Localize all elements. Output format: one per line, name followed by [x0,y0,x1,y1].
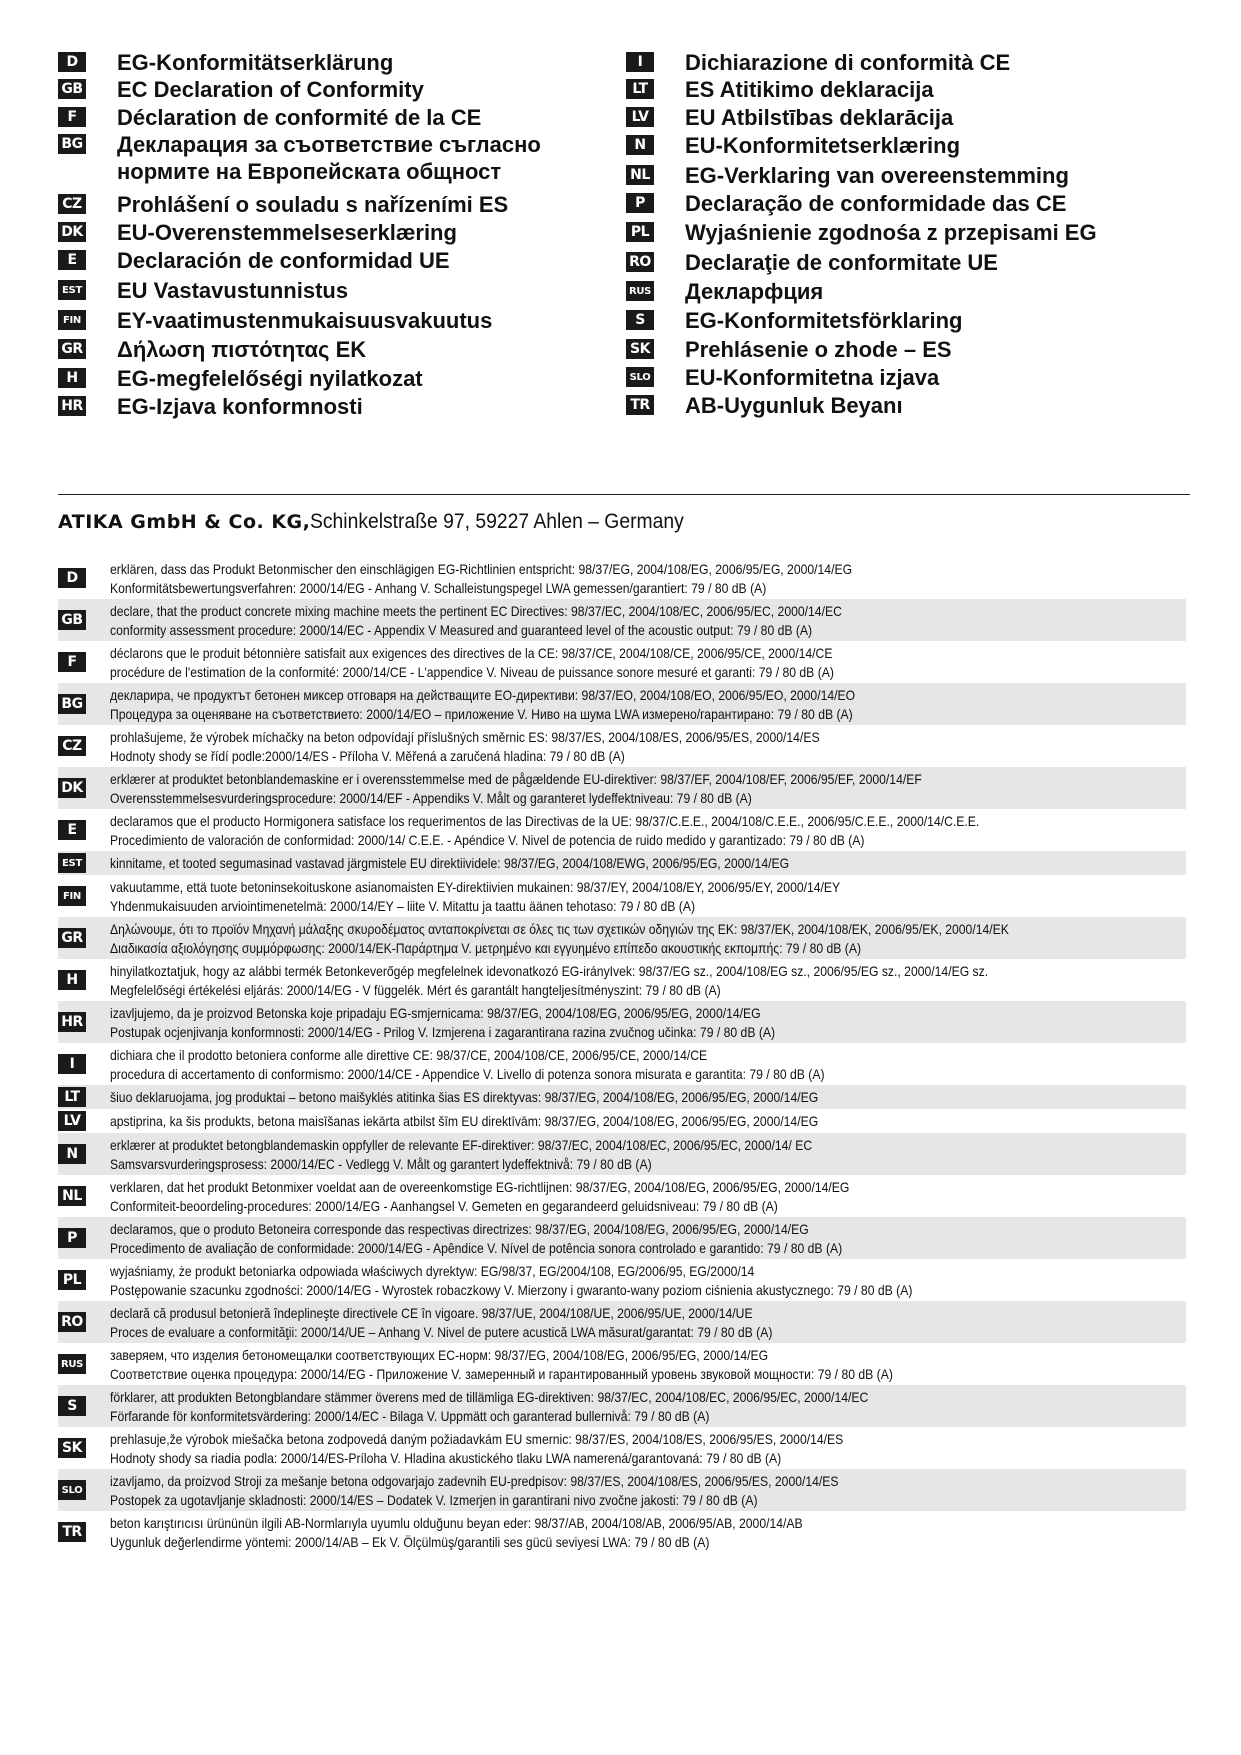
country-code-badge: HR [58,1012,86,1032]
title-row-fin [58,310,618,334]
declaration-row-n [58,1133,1186,1175]
declaration-line: förklarer, att produkten Betongblandare stämmer överens med de tillämliga EG-direktiven: 98/37/EC, 2004/108/EC, 2006/95/EC, 2000/14/EC [110,1389,869,1405]
declaration-row-cz [58,725,1186,767]
country-code-badge: E [58,250,86,270]
declaration-line: kinnitame, et tooted segumasinad vastavad järgmistele EU direktiividele: 98/37/EG, 2004/108/EWG, 2006/95/EG, 2000/14/EG [110,855,790,871]
declaration-line: erklærer at produktet betongblandemaskin oppfyller de relevante EF-direktiver: 98/37/EC, 2004/108/EC, 2006/95/EC, 2000/14/ EC [110,1137,813,1153]
company-name: ATIKA GmbH & Co. KG, [58,511,311,533]
declaration-text [110,1385,1180,1427]
title-label: Declaração de conformidade das CE [685,191,1067,216]
declaration-text [110,725,1180,767]
declaration-line: Διαδικασία αξιολόγησης συμμόρφωσης: 2000/14/ΕΚ-Παράρτημα V. μετρημένο και εγγυημένο επίπεδο ακουστικής εκπομπής: 79 / 80 dB (A) [110,940,862,956]
declaration-line: Процедура за оценяване на съответствието: 2000/14/ЕО – приложение V. Ниво на шума LWA измерено/гарантирано: 79 / 80 dB (A) [110,706,853,722]
country-code-badge: LV [58,1111,86,1131]
country-code-badge: NL [626,165,654,185]
declaration-row-bg [58,683,1186,725]
declaration-line: Proces de evaluare a conformităţii: 2000/14/UE – Anhang V. Nivel de putere acustică LWA măsurat/garantat: 79 / 80 dB (A) [110,1324,773,1340]
title-row-nl [626,165,1186,189]
title-row-gr [58,339,618,363]
declaration-line: izavljamo, da proizvod Stroji za mešanje betona odgovarjajo zadevnih EU-predpisov: 98/37/ES, 2004/108/ES, 2006/95/ES, 2000/14/ES [110,1473,839,1489]
declaration-line: dichiara che il prodotto betoniera conforme alle direttive CE: 98/37/CE, 2004/108/CE, 2006/95/CE, 2000/14/CE [110,1047,708,1063]
title-label: EU-Konformitetna izjava [685,365,940,390]
declaration-text [110,641,1180,683]
declaration-row-dk [58,767,1186,809]
country-code-badge: N [626,135,654,155]
declaration-row-f [58,641,1186,683]
country-code-badge: FIN [58,310,86,330]
title-label: ES Atitikimo deklaracija [685,77,934,102]
declaration-row-p [58,1217,1186,1259]
country-code-badge: D [58,568,86,588]
declaration-line: Procedimento de avaliação de conformidade: 2000/14/EG - Apêndice V. Nível de potência sonora controlado e garantido: 79 / 80 dB (A) [110,1240,843,1256]
declaration-text [110,1469,1180,1511]
company-address: Schinkelstraße 97, 59227 Ahlen – Germany [310,510,685,533]
country-code-badge: SK [626,339,654,359]
declaration-row-e [58,809,1186,851]
title-row-d [58,52,618,76]
declaration-line: izavljujemo, da je proizvod Betonska koje pripadaju EG-smjernicama: 98/37/EG, 2004/108/EG, 2006/95/EG, 2000/14/EG [110,1005,761,1021]
title-label: Declaración de conformidad UE [117,248,450,273]
title-row-dk [58,222,618,246]
declaration-text [110,1259,1180,1301]
declaration-line: Postępowanie szacunku zgodności: 2000/14/EG - Wyrostek robaczkowy V. Mierzony i gwaranto-wany poziom ciśnienia akustycznego: 79 / 80 dB (A) [110,1282,913,1298]
country-code-badge: H [58,368,86,388]
declaration-row-tr [58,1511,1186,1553]
declaration-text [110,1511,1180,1553]
declaration-text [110,959,1180,1001]
title-row-s [626,310,1186,334]
declaration-row-gr [58,917,1186,959]
title-label: Prehlásenie o zhode – ES [685,337,952,362]
declaration-row-rus [58,1343,1186,1385]
declaration-row-pl [58,1259,1186,1301]
declaration-line: заверяем, что изделия бетономещалки соответствующих ЕС-норм: 98/37/EG, 2004/108/EG, 2006/95/EG, 2000/14/EG [110,1347,769,1363]
country-code-badge: D [58,52,86,72]
title-row-est [58,280,618,304]
declaration-line: vakuutamme, että tuote betoninsekoituskone asianomaisten EY-direktiivien mukainen: 98/37/EY, 2004/108/EY, 2006/95/EY, 2000/14/EY [110,879,841,895]
country-code-badge: P [626,193,654,213]
title-row-h [58,368,618,392]
title-label: Déclaration de conformité de la CE [117,105,482,130]
declaration-line: Conformiteit-beoordeling-procedures: 2000/14/EG - Aanhangsel V. Gemeten en gegarandeerd geluidsniveau: 79 / 80 dB (A) [110,1198,778,1214]
title-label: EU-Overenstemmelseserklæring [117,220,457,245]
country-code-badge: NL [58,1186,86,1206]
declaration-row-h [58,959,1186,1001]
title-label: EG-Verklaring van overeenstemming [685,163,1069,188]
declaration-list [58,557,1186,1553]
title-label: Prohlášení o souladu s nařízeními ES [117,192,509,217]
declaration-line: Procedimiento de valoración de conformidad: 2000/14/ C.E.E. - Apéndice V. Nivel de potencia de ruido medido y garantizado: 79 / 80 dB (A) [110,832,865,848]
country-code-badge: PL [58,1270,86,1290]
title-grid [58,52,1198,482]
country-code-badge: P [58,1228,86,1248]
title-label: EG-Konformitätserklärung [117,50,394,75]
title-label: EG-Izjava konformnosti [117,394,363,419]
declaration-line: Samsvarsvurderingsprosess: 2000/14/EC - Vedlegg V. Målt og garantert lydeffektnivå: 79 / 80 dB (A) [110,1156,652,1172]
declaration-line: Hodnoty shody se řídí podle:2000/14/ES - Příloha V. Měřená a zaručená hladina: 79 / 80 dB (A) [110,748,625,764]
declaration-text [110,917,1180,959]
country-code-badge: RO [58,1312,86,1332]
country-code-badge: EST [58,280,86,300]
title-label: EC Declaration of Conformity [117,77,424,102]
declaration-line: declaramos que el producto Hormigonera satisface los requerimentos de las Directivas de la UE: 98/37/C.E.E., 2004/108/C.E.E., 2006/95/C.E.E., 2000/14/C.E.E. [110,813,980,829]
declaration-line: déclarons que le produit bétonnière satisfait aux exigences des directives de la CE: 98/37/CE, 2004/108/CE, 2006/95/CE, 2000/14/CE [110,645,833,661]
declaration-text [110,1217,1180,1259]
title-label: Δήλωση πιστότητας ΕΚ [117,337,367,362]
title-row-p [626,193,1186,217]
declaration-line: Uygunluk değerlendirme yöntemi: 2000/14/AB – Ek V. Ölçülmüş/garantili ses gücü seviyesi LWA: 79 / 80 dB (A) [110,1534,710,1550]
title-row-lt [626,79,1186,103]
country-code-badge: SLO [58,1480,86,1500]
title-label: EY-vaatimustenmukaisuusvakuutus [117,308,493,333]
declaration-line: Förfarande för konformitetsvärdering: 2000/14/EC - Bilaga V. Uppmätt och garanterad bullernivå: 79 / 80 dB (A) [110,1408,710,1424]
title-row-hr [58,396,618,420]
title-label: Декларация за съответствие съгласно нормите на Европейската общност [117,132,541,184]
country-code-badge: E [58,820,86,840]
country-code-badge: SLO [626,367,654,387]
declaration-text [110,809,1180,851]
declaration-line: procedura di accertamento di conformismo: 2000/14/CE - Appendice V. Livello di potenza sonora misurata e garantita: 79 / 80 dB (A) [110,1066,825,1082]
country-code-badge: GR [58,928,86,948]
country-code-badge: CZ [58,194,86,214]
country-code-badge: EST [58,853,86,873]
declaration-text [110,1133,1180,1175]
declaration-text [110,1043,1180,1085]
country-code-badge: CZ [58,736,86,756]
declaration-line: prohlašujeme, že výrobek míchačky na beton odpovídají příslušných směrnic ES: 98/37/ES, 2004/108/ES, 2006/95/ES, 2000/14/ES [110,729,820,745]
title-label: EG-megfelelőségi nyilatkozat [117,366,423,391]
declaration-line: Postopek za ugotavljanje skladnosti: 2000/14/ES – Dodatek V. Izmerjen in garantirani nivo zvočne jakosti: 79 / 80 dB (A) [110,1492,758,1508]
country-code-badge: RUS [58,1354,86,1374]
declaration-row-hr [58,1001,1186,1043]
title-label: EU Vastavustunnistus [117,278,349,303]
country-code-badge: LT [58,1087,86,1107]
title-label: Declaraţie de conformitate UE [685,250,998,275]
country-code-badge: LV [626,107,654,127]
declaration-line: verklaren, dat het produkt Betonmixer voeldat aan de overeenkomstige EG-richtlijnen: 98/37/EG, 2004/108/EG, 2006/95/EG, 2000/14/EG [110,1179,850,1195]
country-code-badge: GB [58,79,86,99]
title-row-tr [626,395,1186,419]
declaration-row-est [58,851,1186,875]
declaration-line: wyjaśniamy, że produkt betoniarka odpowiada właściwych dyrektyw: EG/98/37, EG/2004/108, EG/2006/95, EG/2000/14 [110,1263,755,1279]
title-row-bg [58,134,618,185]
declaration-text [110,1301,1180,1343]
title-row-cz [58,194,618,218]
country-code-badge: TR [58,1522,86,1542]
country-code-badge: N [58,1144,86,1164]
country-code-badge: S [626,310,654,330]
declaration-line: Yhdenmukaisuuden arviointimenetelmä: 2000/14/EY – liite V. Mitattu ja taattu äänen tehotaso: 79 / 80 dB (A) [110,898,696,914]
declaration-row-fin [58,875,1186,917]
country-code-badge: DK [58,222,86,242]
country-code-badge: BG [58,694,86,714]
declaration-line: apstiprina, ka šis produkts, betona maisīšanas iekārta atbilst šīm EU direktīvām: 98/37/EG, 2004/108/EG, 2006/95/EG, 2000/14/EG [110,1113,819,1129]
country-code-badge: FIN [58,886,86,906]
country-code-badge: RUS [626,281,654,301]
declaration-text [110,683,1180,725]
title-label: Dichiarazione di conformità CE [685,50,1011,75]
declaration-text [110,1109,1180,1133]
declaration-line: šiuo deklaruojama, jog produktai – betono maišyklės atitinka šias ES direktyvas: 98/37/EG, 2004/108/EG, 2006/95/EG, 2000/14/EG [110,1089,819,1105]
country-code-badge: PL [626,222,654,242]
declaration-line: conformity assessment procedure: 2000/14/EC - Appendix V Measured and guaranteed level of the acoustic output: 79 / 80 dB (A) [110,622,813,638]
country-code-badge: BG [58,134,86,154]
title-row-sk [626,339,1186,363]
declaration-line: declară că produsul betonieră îndeplineşte directivele CE în vigoare. 98/37/UE, 2004/108/UE, 2006/95/UE, 2000/14/UE [110,1305,753,1321]
declaration-row-sk [58,1427,1186,1469]
country-code-badge: H [58,970,86,990]
declaration-line: procédure de l'estimation de la conformité: 2000/14/CE - L'appendice V. Niveau de puissance sonore mesuré et garanti: 79 / 80 dB (A) [110,664,834,680]
title-label: Wyjaśnienie zgodnośa z przepisami EG [685,220,1097,245]
title-row-ro [626,252,1186,276]
title-row-gb [58,79,618,103]
declaration-line: declare, that the product concrete mixing machine meets the pertinent EC Directives: 98/37/EC, 2004/108/EC, 2006/95/EC, 2000/14/EC [110,603,842,619]
company-line [58,510,717,534]
declaration-line: декларира, че продуктът бетонен миксер отговаря на действащите ЕО-директиви: 98/37/ЕО, 2004/108/ЕО, 2006/95/ЕО, 2000/14/ЕО [110,687,856,703]
declaration-text [110,557,1180,599]
title-row-slo [626,367,1186,391]
country-code-badge: F [58,652,86,672]
declaration-line: erklären, dass das Produkt Betonmischer den einschlägigen EG-Richtlinien entspricht: 98/37/EG, 2004/108/EG, 2006/95/EG, 2000/14/EG [110,561,853,577]
declaration-line: beton karıştırıcısı ürününün ilgili AB-Normlarıyla uyumlu olduğunu beyan eder: 98/37/AB, 2004/108/AB, 2006/95/AB, 2000/14/AB [110,1515,803,1531]
declaration-line: hinyilatkoztatjuk, hogy az alábbi termék Betonkeverőgép megfelelnek idevonatkozó EG-irányIvek: 98/37/EG sz., 2004/108/EG sz., 2006/95/EG sz., 2000/14/EG sz. [110,963,989,979]
declaration-row-slo [58,1469,1186,1511]
title-label: EU Atbilstības deklarācija [685,105,954,130]
country-code-badge: I [58,1054,86,1074]
country-code-badge: I [626,52,654,72]
declaration-line: declaramos, que o produto Betoneira corresponde das respectivas directrizes: 98/37/EG, 2004/108/EG, 2006/95/EG, 2000/14/EG [110,1221,809,1237]
declaration-line: Overensstemmelsesvurderingsprocedure: 2000/14/EF - Appendiks V. Målt og garanteret lydeffektniveau: 79 / 80 dB (A) [110,790,752,806]
divider [58,494,1190,495]
country-code-badge: F [58,107,86,127]
declaration-text [110,1001,1180,1043]
declaration-line: Hodnoty shody sa riadia podla: 2000/14/ES-Príloha V. Hladina akustického tlaku LWA namerená/garantovaná: 79 / 80 dB (A) [110,1450,782,1466]
country-code-badge: GR [58,339,86,359]
title-label: EU-Konformitetserklæring [685,133,961,158]
declaration-text [110,1427,1180,1469]
declaration-text [110,599,1180,641]
title-label: Деклaрфция [685,279,824,304]
country-code-badge: DK [58,778,86,798]
declaration-row-nl [58,1175,1186,1217]
declaration-text [110,851,1180,875]
declaration-row-lt [58,1085,1186,1109]
country-code-badge: SK [58,1438,86,1458]
declaration-line: Megfelelőségi értékelési eljárás: 2000/14/EG - V függelék. Mért és garantált hangteljesítményszint: 79 / 80 dB (A) [110,982,721,998]
declaration-row-s [58,1385,1186,1427]
declaration-row-d [58,557,1186,599]
title-row-n [626,135,1186,159]
title-row-e [58,250,618,274]
declaration-text [110,875,1180,917]
country-code-badge: S [58,1396,86,1416]
declaration-line: Konformitätsbewertungsverfahren: 2000/14/EG - Anhang V. Schalleistungspegel LWA gemessen/garantiert: 79 / 80 dB (A) [110,580,767,596]
country-code-badge: GB [58,610,86,630]
title-row-pl [626,222,1186,246]
declaration-text [110,1175,1180,1217]
title-label: AB-Uygunluk Beyanı [685,393,903,418]
country-code-badge: LT [626,79,654,99]
title-row-i [626,52,1186,76]
declaration-row-i [58,1043,1186,1085]
title-row-lv [626,107,1186,131]
declaration-text [110,1085,1180,1109]
country-code-badge: HR [58,396,86,416]
declaration-line: Δηλώνουμε, ότι το προϊόν Μηχανή μάλαξης σκυροδέματος ανταποκρίνεται σε όλες τις των σχετικών οδηγιών της ΕΚ: 98/37/ΕΚ, 2004/108/ΕΚ, 2006/95/ΕΚ, 2000/14/ΕΚ [110,921,1009,937]
title-row-f [58,107,618,131]
declaration-line: Соответствие оценка процедура: 2000/14/EG - Приложение V. замеренный и гарантированный уровень звуковой мощности: 79 / 80 dB (A) [110,1366,893,1382]
declaration-line: prehlasuje,že výrobok miešačka betona zodpovedá daným požiadavkám EU smernic: 98/37/ES, 2004/108/ES, 2006/95/ES, 2000/14/ES [110,1431,844,1447]
declaration-row-ro [58,1301,1186,1343]
country-code-badge: TR [626,395,654,415]
declaration-line: erklærer at produktet betonblandemaskine er i overensstemmelse med de pågældende EU-direktiver: 98/37/EF, 2004/108/EF, 2006/95/EF, 2000/14/EF [110,771,922,787]
country-code-badge: RO [626,252,654,272]
declaration-text [110,1343,1180,1385]
declaration-row-lv [58,1109,1186,1133]
declaration-line: Postupak ocjenjivanja konformnosti: 2000/14/EG - Prilog V. Izmjerena i zagarantirana razina zvučnog učinka: 79 / 80 dB (A) [110,1024,776,1040]
title-label: EG-Konformitetsförklaring [685,308,963,333]
title-row-rus [626,281,1186,305]
declaration-row-gb [58,599,1186,641]
declaration-text [110,767,1180,809]
